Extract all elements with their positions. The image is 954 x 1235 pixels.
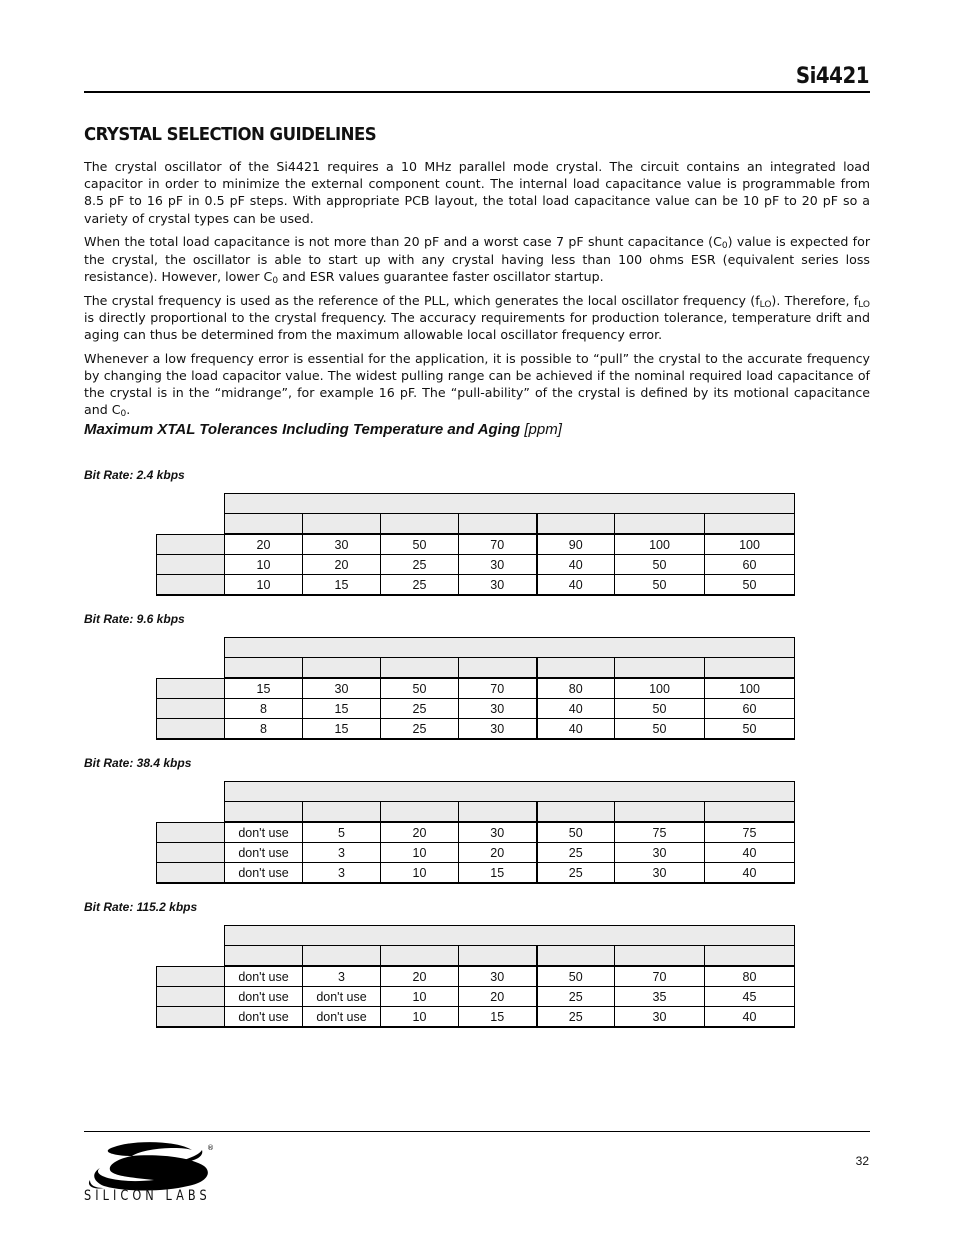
table-column-header xyxy=(381,802,459,823)
table-row xyxy=(157,822,795,843)
table-cell: 8 xyxy=(225,699,303,719)
table-cell: 20 xyxy=(225,534,303,555)
table-column-header xyxy=(459,514,537,535)
table-cell: 20 xyxy=(459,987,537,1007)
table-cell: 20 xyxy=(303,555,381,575)
table-header-span xyxy=(225,926,795,946)
table-column-header xyxy=(705,514,795,535)
table-column-header xyxy=(705,658,795,679)
table-row-label xyxy=(157,1007,225,1028)
table-cell: 25 xyxy=(537,1007,615,1028)
table-cell: 15 xyxy=(303,575,381,596)
table-cell: don't use xyxy=(303,1007,381,1028)
table-cell: 15 xyxy=(225,678,303,699)
paragraph-2: When the total load capacitance is not more than 20 pF and a worst case 7 pF shunt capacitance $(C_0)$ value is expected for the crystal, the oscillator is able to start up with any crystal having less than 100 ohms ESR (equivalent series loss resistance). However, lower $C_0$ and ESR values guarantee faster oscillator startup. xyxy=(84,234,870,286)
tolerance-table-9-6 xyxy=(156,637,795,740)
table-column-header xyxy=(381,658,459,679)
logo-wordmark: SILICON LABS xyxy=(84,1188,211,1204)
table-cell: 30 xyxy=(303,678,381,699)
table-cell: 90 xyxy=(537,534,615,555)
bit-rate-label-115-2: Bit Rate: 115.2 kbps xyxy=(84,900,198,914)
table-column-header xyxy=(537,946,615,967)
table-row xyxy=(157,1007,795,1028)
table-row xyxy=(157,966,795,987)
table-cell: 60 xyxy=(705,555,795,575)
table-cell: 50 xyxy=(705,575,795,596)
table-cell: 30 xyxy=(459,719,537,740)
table-column-header xyxy=(459,658,537,679)
table-cell: 25 xyxy=(381,719,459,740)
table-column-header xyxy=(615,658,705,679)
table-cell: 35 xyxy=(615,987,705,1007)
table-cell: 50 xyxy=(615,699,705,719)
table-cell: 3 xyxy=(303,966,381,987)
table-column-header xyxy=(225,802,303,823)
table-row-label xyxy=(157,555,225,575)
bit-rate-label-2-4: Bit Rate: 2.4 kbps xyxy=(84,468,185,482)
table-header-span xyxy=(225,494,795,514)
table-column-header xyxy=(303,802,381,823)
table-row xyxy=(157,575,795,596)
table-cell: 100 xyxy=(705,678,795,699)
table-cell: 20 xyxy=(459,843,537,863)
tolerance-table-115-2 xyxy=(156,925,795,1028)
table-row-label xyxy=(157,699,225,719)
table-cell: 25 xyxy=(537,863,615,884)
table-cell: 8 xyxy=(225,719,303,740)
table-cell: 20 xyxy=(381,966,459,987)
table-cell: 30 xyxy=(459,555,537,575)
paragraph-3: The crystal frequency is used as the reference of the PLL, which generates the local oscillator frequency $(f_{LO})$. Therefore, $f_{LO}$ is directly proportional to the crystal frequency. The accuracy requirements for production tolerance, temperature drift and aging can thus be determined from the maximum allowable local oscillator frequency error. xyxy=(84,292,870,343)
table-cell: don't use xyxy=(225,843,303,863)
table-column-header xyxy=(705,802,795,823)
table-cell: 50 xyxy=(537,822,615,843)
table-row-label xyxy=(157,719,225,740)
table-cell: 70 xyxy=(459,678,537,699)
table-cell: 100 xyxy=(615,678,705,699)
table-cell: 25 xyxy=(537,843,615,863)
table-cell: 15 xyxy=(303,719,381,740)
registered-mark: ® xyxy=(207,1144,214,1152)
part-number: Si4421 xyxy=(795,64,869,89)
table-row-label xyxy=(157,843,225,863)
table-cell: 15 xyxy=(459,1007,537,1028)
header-divider xyxy=(84,91,870,93)
table-row xyxy=(157,534,795,555)
tolerances-subtitle: Maximum XTAL Tolerances Including Temperature and Aging [ppm] xyxy=(84,421,562,438)
table-row-label xyxy=(157,966,225,987)
table-cell: 40 xyxy=(537,575,615,596)
table-cell: 70 xyxy=(459,534,537,555)
table-column-header xyxy=(303,946,381,967)
table-column-header xyxy=(381,946,459,967)
table-cell: 40 xyxy=(705,1007,795,1028)
table-cell: 25 xyxy=(381,699,459,719)
table-row xyxy=(157,699,795,719)
table-cell: 3 xyxy=(303,863,381,884)
table-cell: 100 xyxy=(705,534,795,555)
table-column-header xyxy=(459,946,537,967)
table-row-label xyxy=(157,534,225,555)
table-row xyxy=(157,987,795,1007)
table-cell: 50 xyxy=(537,966,615,987)
table-cell: 80 xyxy=(705,966,795,987)
logo-mark xyxy=(89,1142,208,1190)
table-column-header xyxy=(225,514,303,535)
table-cell: 40 xyxy=(537,719,615,740)
table-cell: 30 xyxy=(459,966,537,987)
table-cell: 50 xyxy=(381,534,459,555)
table-row-label xyxy=(157,678,225,699)
page-number: 32 xyxy=(855,1154,869,1168)
table-cell: 30 xyxy=(303,534,381,555)
table-header-span xyxy=(225,638,795,658)
table-row xyxy=(157,863,795,884)
table-cell: 25 xyxy=(381,575,459,596)
table-cell: 40 xyxy=(537,699,615,719)
table-column-header xyxy=(615,514,705,535)
table-cell: 30 xyxy=(459,699,537,719)
table-header-span xyxy=(225,782,795,802)
section-title: CRYSTAL SELECTION GUIDELINES xyxy=(84,124,377,145)
bit-rate-label-38-4: Bit Rate: 38.4 kbps xyxy=(84,756,192,770)
table-cell: 30 xyxy=(459,822,537,843)
table-cell: 60 xyxy=(705,699,795,719)
table-cell: 25 xyxy=(537,987,615,1007)
table-cell: 50 xyxy=(381,678,459,699)
table-cell: 15 xyxy=(459,863,537,884)
table-cell: 30 xyxy=(459,575,537,596)
table-cell: 10 xyxy=(381,987,459,1007)
table-cell: 10 xyxy=(225,555,303,575)
table-cell: 5 xyxy=(303,822,381,843)
table-cell: 30 xyxy=(615,863,705,884)
table-cell: 50 xyxy=(615,719,705,740)
table-column-header xyxy=(705,946,795,967)
table-cell: 10 xyxy=(381,1007,459,1028)
table-row-label xyxy=(157,863,225,884)
tolerance-table-38-4 xyxy=(156,781,795,884)
table-column-header xyxy=(225,658,303,679)
paragraph-1: The crystal oscillator of the Si4421 requires a 10 MHz parallel mode crystal. The circuit contains an integrated load capacitor in order to minimize the external component count. The internal load capacitance value is programmable from 8.5 pF to 16 pF in 0.5 pF steps. With appropriate PCB layout, the total load capacitance value can be 10 pF to 20 pF so a variety of crystal types can be used. xyxy=(84,159,870,226)
bit-rate-label-9-6: Bit Rate: 9.6 kbps xyxy=(84,612,185,626)
table-column-header xyxy=(537,658,615,679)
table-row xyxy=(157,843,795,863)
table-cell: 20 xyxy=(381,822,459,843)
table-cell: 15 xyxy=(303,699,381,719)
table-column-header xyxy=(537,514,615,535)
table-cell: 30 xyxy=(615,1007,705,1028)
body-text xyxy=(84,158,870,425)
table-cell: 40 xyxy=(705,863,795,884)
footer-divider xyxy=(84,1131,870,1132)
table-row xyxy=(157,719,795,740)
table-column-header xyxy=(303,658,381,679)
table-column-header xyxy=(303,514,381,535)
table-cell: 75 xyxy=(615,822,705,843)
table-cell: don't use xyxy=(225,1007,303,1028)
table-column-header xyxy=(615,946,705,967)
table-cell: don't use xyxy=(225,822,303,843)
table-cell: don't use xyxy=(225,987,303,1007)
table-cell: 45 xyxy=(705,987,795,1007)
table-column-header xyxy=(381,514,459,535)
table-cell: 30 xyxy=(615,843,705,863)
table-cell: 75 xyxy=(705,822,795,843)
table-cell: 50 xyxy=(615,555,705,575)
table-cell: 10 xyxy=(381,863,459,884)
table-column-header xyxy=(615,802,705,823)
table-column-header xyxy=(537,802,615,823)
table-row-label xyxy=(157,822,225,843)
table-cell: 50 xyxy=(615,575,705,596)
table-row xyxy=(157,555,795,575)
table-cell: 100 xyxy=(615,534,705,555)
table-column-header xyxy=(225,946,303,967)
table-cell: don't use xyxy=(303,987,381,1007)
table-row-label xyxy=(157,575,225,596)
table-cell: 40 xyxy=(537,555,615,575)
table-cell: 10 xyxy=(225,575,303,596)
table-cell: 25 xyxy=(381,555,459,575)
table-column-header xyxy=(459,802,537,823)
tolerance-table-2-4 xyxy=(156,493,795,596)
table-cell: 80 xyxy=(537,678,615,699)
table-cell: 10 xyxy=(381,843,459,863)
table-cell: don't use xyxy=(225,863,303,884)
table-cell: don't use xyxy=(225,966,303,987)
table-cell: 3 xyxy=(303,843,381,863)
table-cell: 70 xyxy=(615,966,705,987)
table-row xyxy=(157,678,795,699)
table-cell: 50 xyxy=(705,719,795,740)
table-cell: 40 xyxy=(705,843,795,863)
paragraph-4: Whenever a low frequency error is essential for the application, it is possible to “pull” the crystal to the accurate frequency by changing the load capacitor value. The widest pulling range can be achieved if the nominal required load capacitance of the crystal is in the “midrange”, for example 16 pF. The “pull-ability” of the crystal is defined by its motional capacitance and $C_0$. xyxy=(84,350,870,420)
table-row-label xyxy=(157,987,225,1007)
